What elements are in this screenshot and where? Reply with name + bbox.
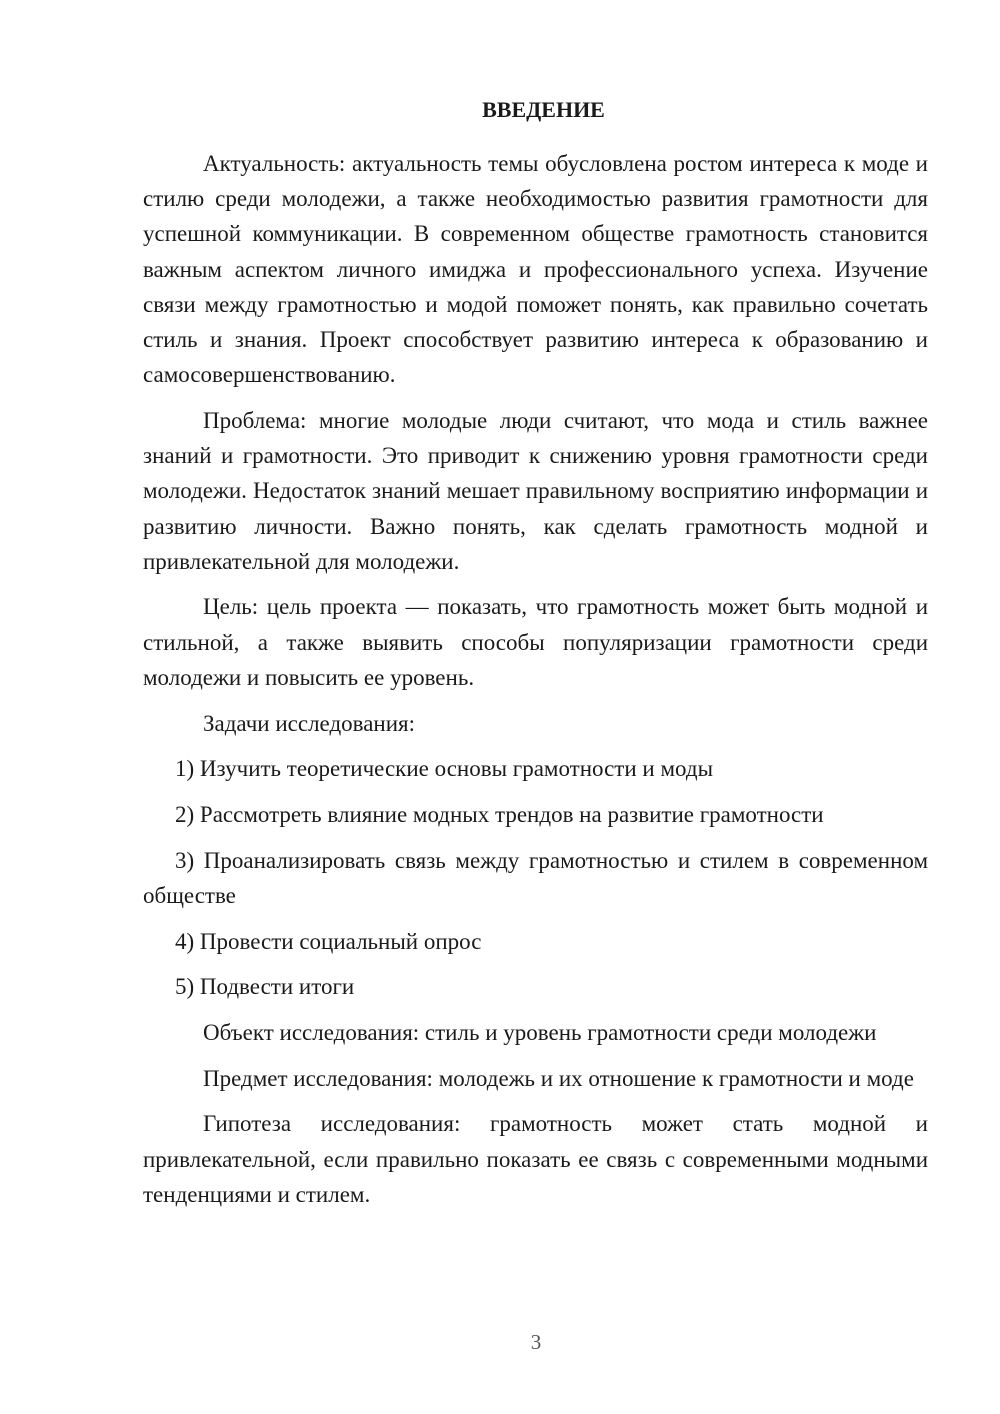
task-item-5: 5) Подвести итоги xyxy=(175,974,355,1000)
document-page xyxy=(143,92,928,1212)
hypothesis-paragraph: Гипотеза исследования: грамотность может стать модной и привлекательной, если правильно показать ее связь с современными модными тенденциями и стилем. xyxy=(143,1111,928,1207)
task-item-1: 1) Изучить теоретические основы грамотности и моды xyxy=(175,756,714,782)
relevance-paragraph: Актуальность: актуальность темы обусловлена ростом интереса к моде и стилю среди молодежи, а также необходимостью развития грамотности для успешной коммуникации. В современном обществе грамотность становится важным аспектом личного имиджа и профессионального успеха. Изучение связи между грамотностью и модой поможет понять, как правильно сочетать стиль и знания. Проект способствует развитию интереса к образованию и самосовершенствованию. xyxy=(143,151,928,388)
task-item-3: 3) Проанализировать связь между грамотностью и стилем в современном обществе xyxy=(143,847,928,908)
task-item-4: 4) Провести социальный опрос xyxy=(175,928,482,954)
goal-paragraph: Цель: цель проекта — показать, что грамотность может быть модной и стильной, а также выявить способы популяризации грамотности среди молодежи и повысить ее уровень. xyxy=(143,594,928,690)
page-number: 3 xyxy=(530,1330,542,1354)
problem-paragraph: Проблема: многие молодые люди считают, что мода и стиль важнее знаний и грамотности. Это приводит к снижению уровня грамотности среди молодежи. Недостаток знаний мешает правильному восприятию информации и развитию личности. Важно понять, как сделать грамотность модной и привлекательной для молодежи. xyxy=(143,407,928,574)
section-title: ВВЕДЕНИЕ xyxy=(482,97,605,122)
task-item-2: 2) Рассмотреть влияние модных трендов на развитие грамотности xyxy=(175,801,824,827)
object-paragraph: Объект исследования: стиль и уровень грамотности среди молодежи xyxy=(203,1019,877,1045)
subject-paragraph: Предмет исследования: молодежь и их отношение к грамотности и моде xyxy=(203,1065,914,1091)
tasks-heading: Задачи исследования: xyxy=(203,710,416,736)
